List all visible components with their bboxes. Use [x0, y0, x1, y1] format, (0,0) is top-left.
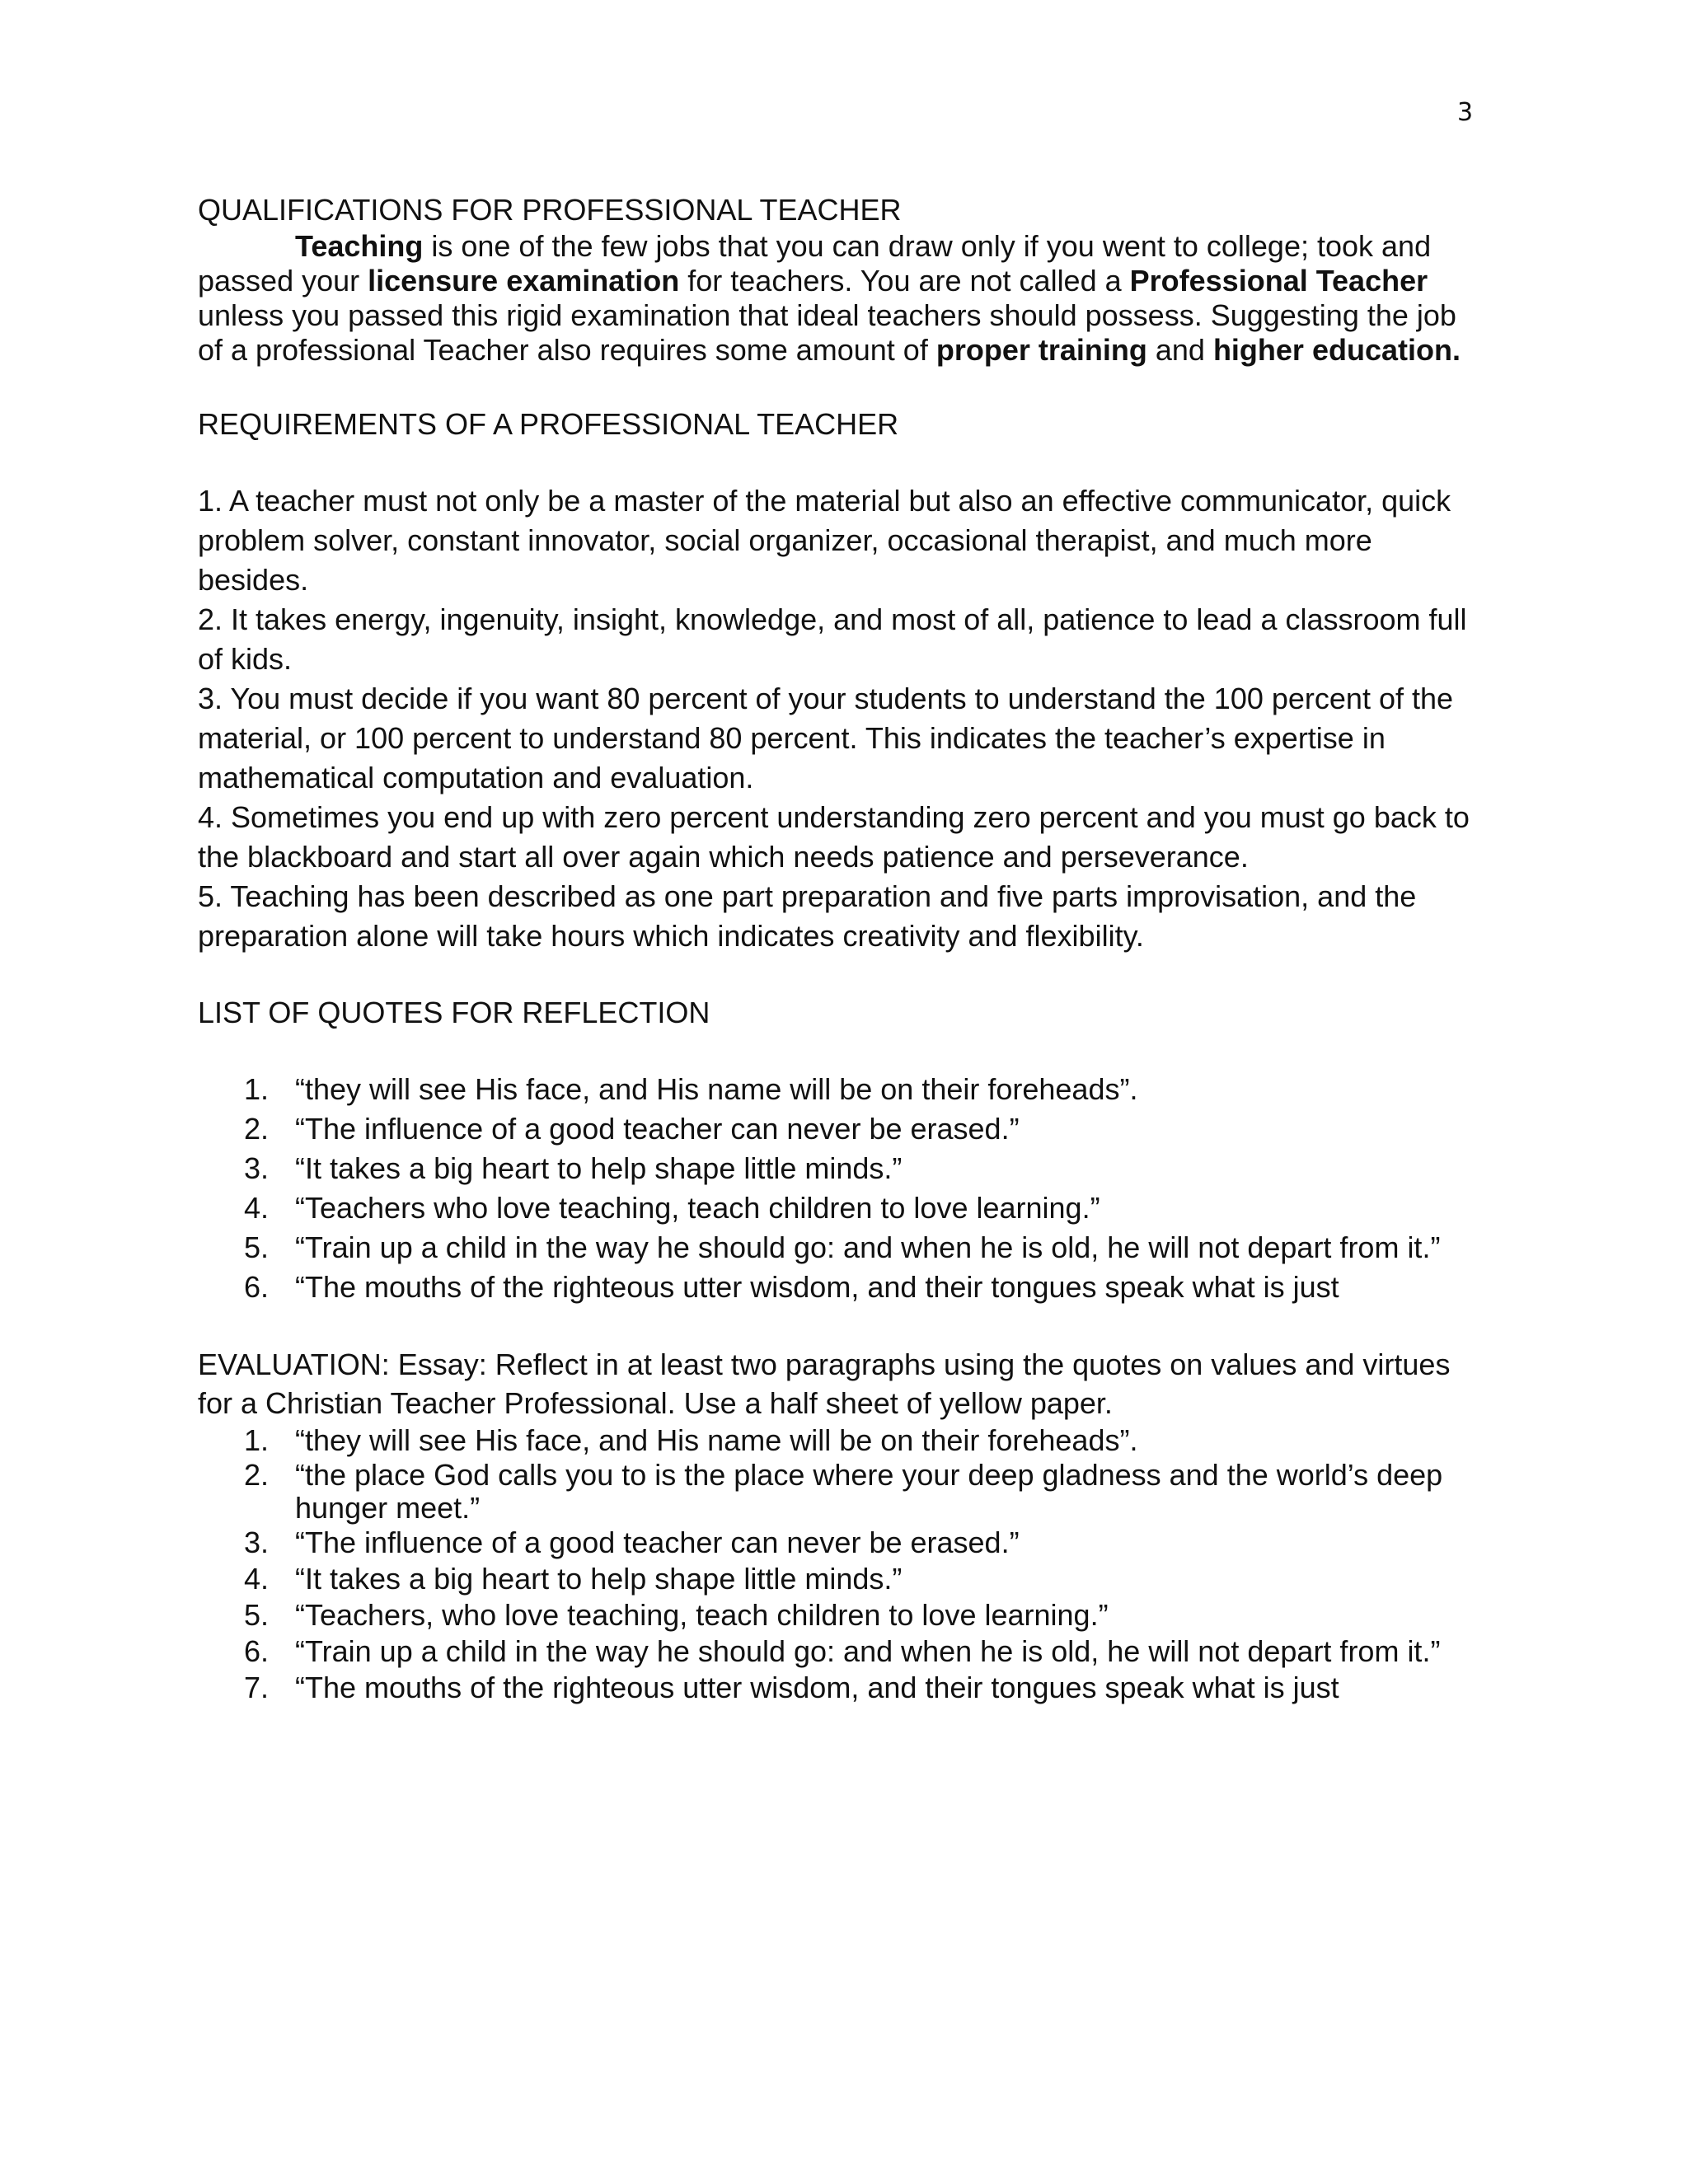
requirements-heading: REQUIREMENTS OF A PROFESSIONAL TEACHER	[198, 407, 899, 441]
list-item	[198, 1268, 1484, 1307]
list-number: 3.	[244, 1526, 270, 1559]
list-number: 6.	[244, 1270, 270, 1304]
quote-text: “It takes a big heart to help shape little minds.”	[295, 1562, 903, 1596]
requirements-list	[198, 481, 1484, 956]
list-item	[198, 1561, 1484, 1597]
quote-text: “Train up a child in the way he should go: and when he is old, he will not depart from it.”	[295, 1230, 1441, 1264]
list-item	[198, 1597, 1484, 1633]
list-item: 3. You must decide if you want 80 percent of your students to understand the 100 percent of the material, or 100 percent to understand 80 percent. This indicates the teacher’s expertise in mathematical computation and evaluation.	[198, 682, 1454, 794]
quote-text: “The mouths of the righteous utter wisdom, and their tongues speak what is just	[295, 1671, 1339, 1704]
qualifications-text-part: proper training	[935, 333, 1147, 367]
list-item	[198, 1633, 1484, 1670]
quotes-heading: LIST OF QUOTES FOR REFLECTION	[198, 996, 710, 1029]
qualifications-heading: QUALIFICATIONS FOR PROFESSIONAL TEACHER	[198, 193, 902, 227]
qualifications-text-part: unless you passed this rigid examination that ideal teachers should possess. Suggesting the job of a professional Teacher also requires some amount of	[198, 298, 1456, 367]
evaluation-quotes-list	[198, 1422, 1484, 1706]
list-number: 2.	[244, 1112, 270, 1146]
list-item	[198, 1525, 1484, 1561]
list-number: 6.	[244, 1634, 270, 1668]
list-number: 3.	[244, 1151, 270, 1185]
list-number: 7.	[244, 1671, 270, 1704]
list-item: 4. Sometimes you end up with zero percent understanding zero percent and you must go back to the blackboard and start all over again which needs patience and perseverance.	[198, 800, 1470, 874]
quote-text: “Train up a child in the way he should go: and when he is old, he will not depart from it.”	[295, 1634, 1441, 1668]
list-item: 5. Teaching has been described as one part preparation and five parts improvisation, and the preparation alone will take hours which indicates creativity and flexibility.	[198, 879, 1417, 953]
list-item	[198, 1459, 1484, 1525]
list-number: 5.	[244, 1230, 270, 1264]
qualifications-text-part: is one of the few jobs that you can draw only if you went to college; took and passed your	[198, 229, 1432, 298]
quote-text: “The influence of a good teacher can never be erased.”	[295, 1526, 1020, 1559]
list-item: 1. A teacher must not only be a master of the material but also an effective communicator, quick problem solver, constant innovator, social organizer, occasional therapist, and much more besides.	[198, 484, 1451, 597]
qualifications-text-part: Teaching	[295, 229, 424, 263]
page-number: 3	[1457, 98, 1474, 127]
qualifications-text-part: higher education.	[1212, 333, 1461, 367]
qualifications-text-part: Professional Teacher	[1129, 264, 1428, 298]
list-item	[198, 1228, 1484, 1268]
list-number: 5.	[244, 1598, 270, 1632]
quote-text: “the place God calls you to is the place where your deep gladness and the world’s deep hunger meet.”	[295, 1458, 1443, 1525]
quote-text: “Teachers, who love teaching, teach children to love learning.”	[295, 1598, 1109, 1632]
quote-text: “The mouths of the righteous utter wisdom, and their tongues speak what is just	[295, 1270, 1339, 1304]
list-number: 1.	[244, 1072, 270, 1106]
list-number: 2.	[244, 1458, 270, 1492]
quote-text: “The influence of a good teacher can never be erased.”	[295, 1112, 1020, 1146]
list-number: 1.	[244, 1423, 270, 1457]
qualifications-paragraph	[198, 229, 1484, 368]
list-number: 4.	[244, 1191, 270, 1225]
list-item	[198, 1188, 1484, 1228]
list-item	[198, 1670, 1484, 1706]
list-number: 4.	[244, 1562, 270, 1596]
list-item: 2. It takes energy, ingenuity, insight, knowledge, and most of all, patience to lead a classroom full of kids.	[198, 602, 1467, 676]
quote-text: “they will see His face, and His name will be on their foreheads”.	[295, 1072, 1138, 1106]
document-body	[198, 191, 1484, 1706]
qualifications-text-part: and	[1146, 333, 1213, 367]
quote-text: “Teachers who love teaching, teach children to love learning.”	[295, 1191, 1100, 1225]
list-item	[198, 1109, 1484, 1149]
qualifications-text-part: for teachers. You are not called a	[679, 264, 1130, 298]
quote-text: “It takes a big heart to help shape little minds.”	[295, 1151, 903, 1185]
evaluation-instructions: EVALUATION: Essay: Reflect in at least two paragraphs using the quotes on values and virtues for a Christian Teacher Professional. Use a half sheet of yellow paper.	[198, 1347, 1451, 1420]
list-item	[198, 1422, 1484, 1459]
list-item	[198, 1149, 1484, 1188]
quotes-list	[198, 1070, 1484, 1307]
list-item	[198, 1070, 1484, 1109]
quote-text: “they will see His face, and His name will be on their foreheads”.	[295, 1423, 1138, 1457]
qualifications-text-part: licensure examination	[368, 264, 680, 298]
